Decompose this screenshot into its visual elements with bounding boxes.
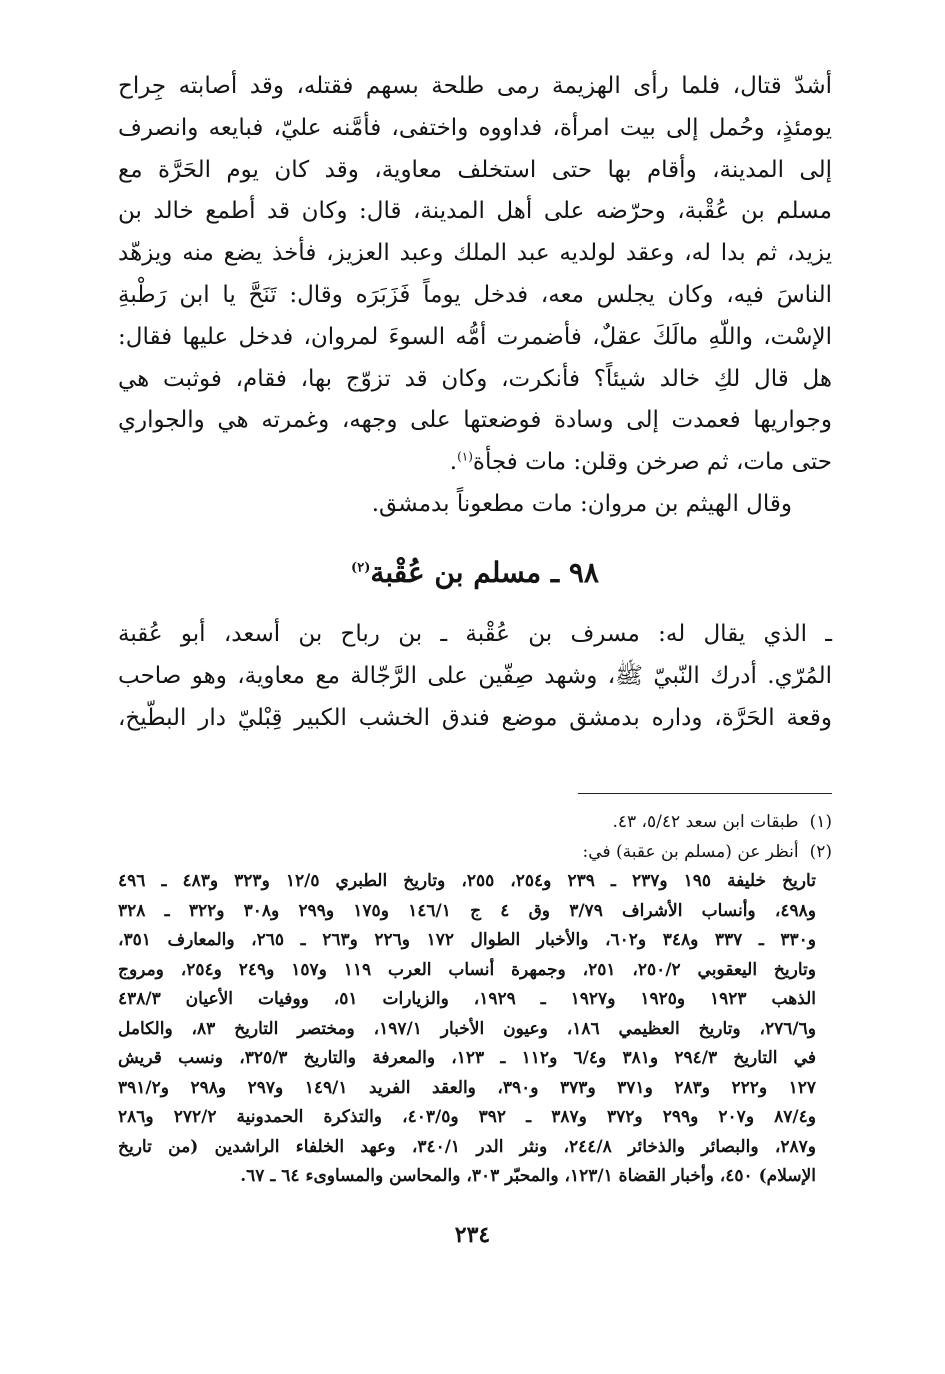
body-line: وجواريها فعمدت إلى وسادة فوضعتها على وجهه، وغمرته هي والجواري [118,407,832,434]
reference-line: وتاريخ اليعقوبي ٢٥٠/٢، ٢٥١، وجمهرة أنساب العرب ١١٩ و١٥٧ و٢٤٩ و٢٥٤، ومروج [118,959,816,980]
reference-line: و٢٧٦/٦، وتاريخ العظيمي ١٨٦، وعيون الأخبار ١٩٧/١، ومختصر التاريخ ٨٣، والكامل [118,1018,816,1039]
entry-text-block [118,614,832,739]
footnote-2-references [118,867,816,1192]
reference-line: و٢٨٧، والبصائر والذخائر ٢٤٤/٨، ونثر الدر ٣٤٠/١، وعهد الخلفاء الراشدين (من تاريخ [118,1136,816,1157]
body-line: الناسَ فيه، وكان يجلس معه، فدخل يوماً فَزَبَرَه وقال: تَنَحَّ يا ابن رَطْبةِ [118,281,832,308]
body-line: يزيد، ثم بدا له، وعقد لولديه عبد الملك وعبد العزيز، فأخذ يضع منه ويزهّد [118,240,832,267]
footnote-1 [118,807,832,837]
reference-line: ١٢٧ و٢٢٢ و٢٨٣ و٣٧١ و٣٧٣ و٣٩٠، والعقد الفريد ١٤٩/١ و٢٩٧ و٢٩٨ و٣٩١/٢ [118,1077,816,1098]
entry-heading-text: ٩٨ ـ مسلم بن عُقْبة [370,556,599,589]
footnote-1-text: طبقات ابن سعد ٥/٤٢، ٤٣. [612,812,799,832]
footnotes [118,807,832,1192]
body-line: الإسْت، واللّهِ مالَكَ عقلٌ، فأضمرت أمُّه السوءَ لمروان، فدخل عليها فقال: [118,323,832,350]
body-after-line: وقال الهيثم بن مروان: مات مطعوناً بدمشق. [371,490,792,517]
footnote-2 [118,837,832,867]
entry-line: المُرّي. أدرك النّبيّ ﷺ، وشهد صِفّين على الرَّجّالة مع معاوية، وهو صاحب [118,662,832,689]
body-line-text: حتى مات، ثم صرخن وقلن: مات فجأة [472,449,832,476]
body-line: مسلم بن عُقْبة، وحرّضه على أهل المدينة، قال: وكان قد أطمع خالد بن [118,198,832,225]
footnote-divider [578,793,832,794]
footnote-2-text: أنظر عن (مسلم بن عقبة) في: [582,842,799,862]
entry-line: ـ الذي يقال له: مسرف بن عُقْبة ـ بن رباح بن أسعد، أبو عُقبة [118,621,832,647]
entry-heading [118,548,832,598]
reference-line: تاريخ خليفة ١٩٥ و٢٣٧ ـ ٢٣٩ و٢٥٤، ٢٥٥، وتاريخ الطبري ١٢/٥ و٣٢٣ و٤٨٣ ـ ٤٩٦ [118,871,816,891]
footnote-ref-1[interactable]: (١) [457,449,473,464]
reference-line: و٨٧/٤ و٢٠٧ و٢٩٩ و٣٧٢ و٣٨٧ ـ ٣٩٢ و٤٠٣/٥، والتذكرة الحمدونية ٢٧٢/٢ و٢٨٦ [118,1107,816,1127]
page-number: ٢٣٤ [454,1222,491,1248]
main-text-block [118,66,832,526]
body-line: يومئذٍ، وحُمل إلى بيت امرأة، فداووه واختفى، فأمَّنه عليّ، فبايعه وانصرف [118,114,832,141]
reference-line: الذهب ١٩٢٣ و١٩٢٥ و١٩٢٧ ـ ١٩٢٩، والزيارات ٥١، ووفيات الأعيان ٤٣٨/٣ [118,989,816,1009]
reference-line: في التاريخ ٢٩٤/٣ و٣٨١ و٦/٤ و١١٢ ـ ١٢٣، والمعرفة والتاريخ ٣٢٥/٣، ونسب قريش [118,1048,817,1068]
entry-line: وقعة الحَرَّة، وداره بدمشق موضع فندق الخشب الكبير قِبْليّ دار البطّيخ، [118,704,832,731]
footnote-2-number: (٢) [809,842,832,862]
reference-line: و٤٩٨، وأنساب الأشراف ٣/٧٩ وق ٤ ج ١٤٦/١ و١٧٥ و٢٩٩ و٣٠٨ و٣٢٢ ـ ٣٢٨ [118,900,816,921]
body-line-last: حتى مات، ثم صرخن وقلن: مات فجأة$^{(١)}$. [449,449,832,476]
body-line: إلى المدينة، وأقام بها حتى استخلف معاوية، وقد كان يوم الحَرَّة مع [118,156,832,183]
footnote-ref-2[interactable]: (٢) [351,560,371,576]
body-line: أشدّ قتال، فلما رأى الهزيمة رمى طلحة بسهم فقتله، وقد أصابته جِراح [118,73,832,99]
reference-line: و٣٣٠ ـ ٣٣٧ و٣٤٨ و٦٠٢، والأخبار الطوال ١٧٢ و٢٢٦ و٢٦٣ ـ ٢٦٥، والمعارف ٣٥١، [118,930,817,950]
body-line: هل قال لكِ خالد شيئاً؟ فأنكرت، وكان قد تزوّج بها، فقام، فوثبت هي [118,365,832,392]
reference-line: الإسلام) ٤٥٠، وأخبار القضاة ١٢٣/١، والمحبّر ٣٠٣، والمحاسن والمساوىء ٦٤ ـ ٦٧. [240,1166,816,1186]
footnote-1-number: (١) [809,812,832,832]
